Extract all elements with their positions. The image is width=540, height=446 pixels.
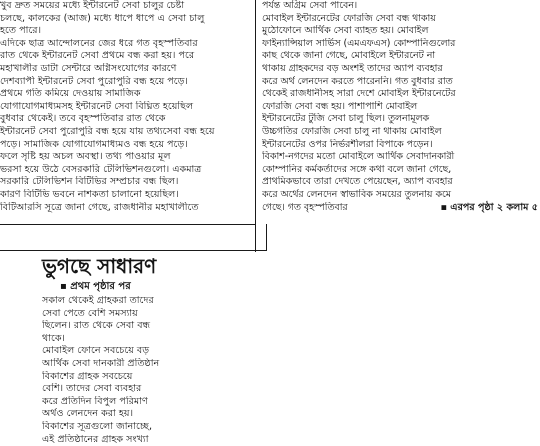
tail-rule-vertical [266, 224, 267, 250]
left-column [0, 0, 249, 214]
text-line: অর্থও লেনদেন করা হয়। [42, 408, 134, 420]
text-line: মোবাইল ফোনে সবচেয়ে বড় [42, 345, 150, 357]
text-line: বুধবার থেকেই। তবে বৃহস্পতিবার রাত থেকে [0, 113, 166, 125]
text-line: যোগাযোগমাধ্যমসহ ইন্টারনেট সেবা বিঘ্নিত হয়েছিল [0, 100, 194, 112]
text-line: হতে পারে। [0, 25, 42, 37]
tail-rule-bottom [0, 250, 267, 251]
left-column-text [0, 0, 249, 214]
text-line: ফোরজি সেবা বন্ধ হয়। পাশাপাশি মোবাইল [262, 100, 418, 112]
text-line: প্রাথমিকভাবে তারা দেখতে পেয়েছেন, অ্যাপ ব্যবহার [262, 176, 453, 188]
text-line: মোবাইল ইন্টারনেটের ফোরজি সেবা বন্ধ থাকায় [262, 12, 436, 24]
text-line: করে প্রতিদিন বিপুল পরিমাণ [42, 395, 148, 407]
text-line: থাকে। [42, 332, 65, 344]
text-line: সরকারি টেলিভিশন বিটিভির সম্প্রচার বন্ধ ছিল। [0, 176, 179, 188]
text-line: করে অর্থ লেনদেন করতে পারেননি। গত বুধবার রাত [262, 75, 453, 87]
text-line: এদিকে ছাত্র আন্দোলনের জের ধরে গত বৃহস্পতিবার [0, 37, 198, 49]
text-line: সেবা পেতে বেশি সমস্যায় [42, 307, 138, 319]
text-line: কাছ থেকে জানা গেছে, মোবাইলে ইন্টারনেট না [262, 50, 436, 62]
text-line: ছিলেন। রাত থেকে সেবা বন্ধ [42, 320, 151, 332]
text-line: ফলে সৃষ্টি হয় অচল অবস্থা। তথ্য পাওয়ার মূল [0, 151, 171, 163]
text-line: গেছে। গত বৃহস্পতিবার [262, 201, 348, 213]
text-line: বিকাশের গ্রাহক সবচেয়ে [42, 370, 133, 382]
text-line: রাত থেকে ইন্টারনেট সেবা প্রথমে বন্ধ করা হয়। পরে [0, 50, 195, 62]
right-column [262, 0, 538, 214]
text-line: প্রথমে গতি কমিয়ে দেওয়ায় সামাজিক [0, 88, 141, 100]
text-line: ইন্টারনেট সেবা পুরোপুরি বন্ধ হয়ে যায় তথ্যসেবা বন্ধ হয়ে [0, 125, 215, 137]
article-subhead: ▪ প্রথম পৃষ্ঠার পর [60, 281, 131, 292]
text-line: কোম্পানির কর্মকর্তাদের সঙ্গে কথা বলে জানা গেছে, [262, 163, 452, 175]
text-line: বেশি। তাদের সেবা ব্যবহার [42, 383, 142, 395]
text-line: পড়ে। সামাজিক যোগাযোগমাধ্যমও বন্ধ হয়ে পড়ে। [0, 138, 188, 150]
text-line: দেশব্যাপী ইন্টারনেট সেবা পুরোপুরি বন্ধ হয়ে পড়ে। [0, 75, 188, 87]
text-line: এই প্রতিষ্ঠানের গ্রাহক সংখ্যা [42, 433, 149, 445]
text-line: বিকাশের সূত্রগুলো জানাচ্ছে, [42, 420, 153, 432]
text-line: মুঠোফোনে আর্থিক সেবা ব্যাহত হয়। মোবাইল [262, 25, 429, 37]
text-line: কারণ বিটিভি ভবনে নাশকতা চালানো হয়েছিল। [0, 188, 179, 200]
text-line: ভরসা হয়ে উঠে বেসরকারি টেলিভিশনগুলো। একমাত্র [0, 163, 202, 175]
text-line: বিটিআরসি সূত্রে জানা গেছে, রাজধানীর মহাখালীতে [0, 201, 199, 213]
text-line: বিকাশ-নগদের মতো মোবাইলে আর্থিক সেবাদানকারী [262, 151, 455, 163]
article-body [42, 295, 262, 446]
continuation-reference: ▪ এরপর পৃষ্ঠা ২ কলাম ৫ [436, 202, 538, 215]
text-line: আর্থিক সেবা দানকারী প্রতিষ্ঠান [42, 357, 160, 369]
text-line: খুব দ্রুত সময়ের মধ্যে ইন্টারনেট সেবা চালুর চেষ্টা [0, 0, 185, 11]
article-headline: ভুগছে সাধারণ [42, 254, 157, 278]
text-line: মহাখালীর ডাটা সেন্টারে অগ্নিসংযোগের কারণে [0, 62, 177, 74]
text-line: উচ্চগতির ফোরজি সেবা চালু না থাকায় মোবাইল [262, 125, 442, 137]
tail-rule-left [0, 224, 256, 225]
text-line: সকাল থেকেই গ্রাহকরা তাদের [42, 295, 154, 306]
text-line: চলছে, কালকের (আজ) মধ্যে ধাপে ধাপে এ সেবা চালু [0, 12, 205, 24]
column-divider [255, 0, 256, 252]
text-line: ইন্টারনেটের টুজি সেবা চালু ছিল। তুলনামূলক [262, 113, 430, 125]
text-line: পর্যন্ত অগ্রিম সেবা পাবেন। [262, 0, 358, 11]
text-line: করে অর্থের লেনদেন স্বাভাবিক সময়ের তুলনায় কমে [262, 188, 451, 200]
text-line: থাকায় গ্রাহকদের বড় অংশই তাদের অ্যাপ ব্যবহার [262, 62, 443, 74]
text-line: ফাইন্যান্সিয়াল সার্ভিস (এমএফএস) কোম্পানিগুলোর [262, 37, 456, 49]
text-line: ইন্টারনেটের ওপর নির্ভরশীলরা বিপাকে পড়েন। [262, 138, 433, 150]
article-bhugchhe-sadharon [42, 254, 262, 446]
right-column-text [262, 0, 538, 214]
text-line: থেকেই রাজধানীসহ সারা দেশে মোবাইল ইন্টারনেটের [262, 88, 456, 100]
